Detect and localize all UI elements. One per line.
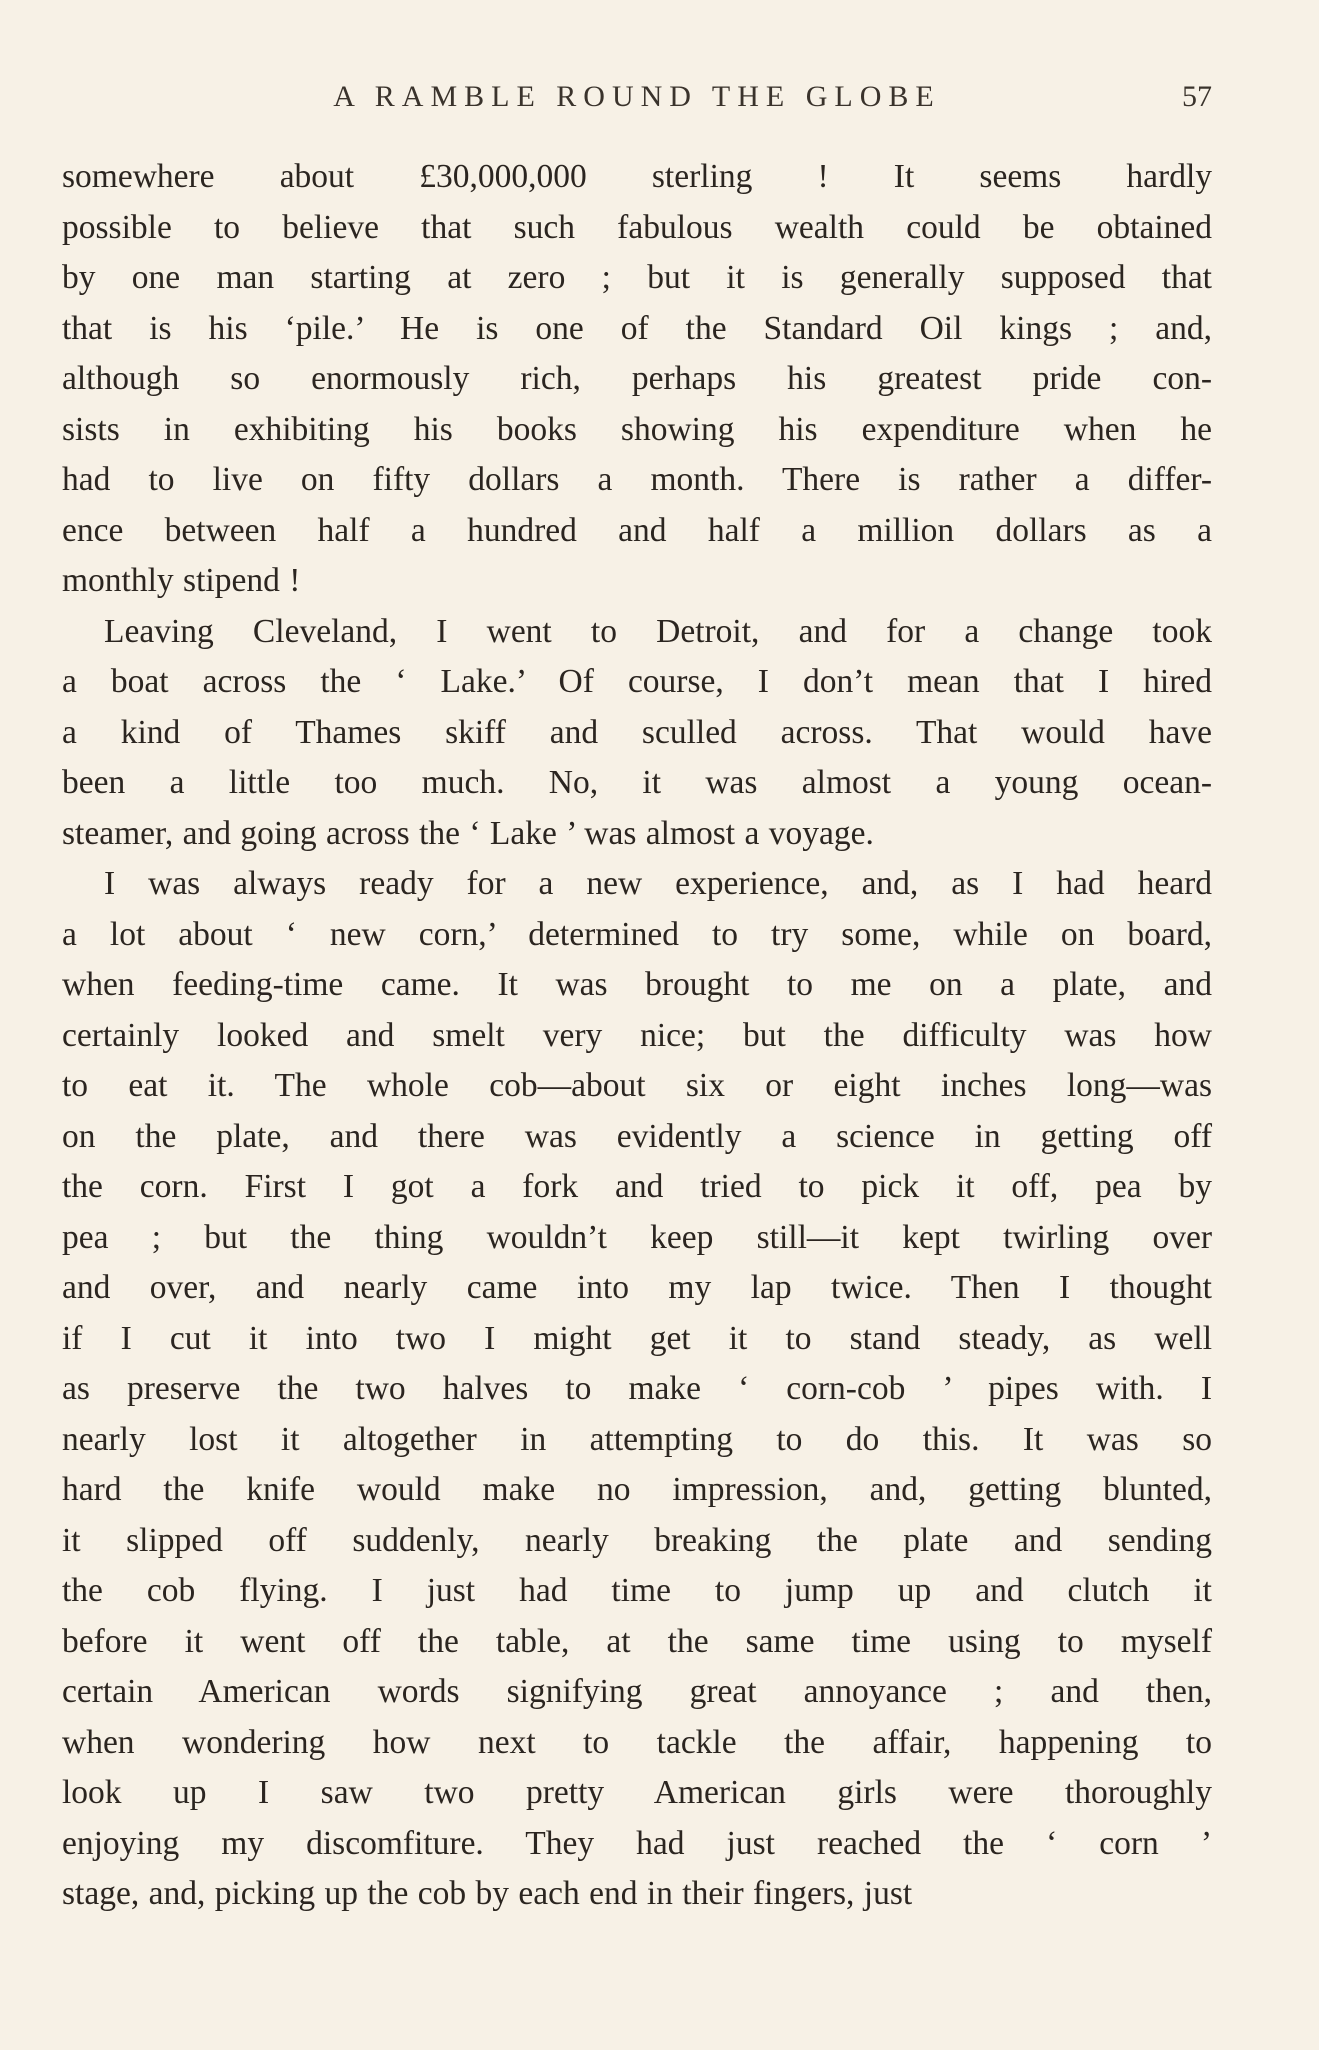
text-line: certainly looked and smelt very nice; but the difficulty was how bbox=[62, 1016, 1212, 1054]
text-line: hard the knife would make no impression, and, getting blunted, bbox=[62, 1471, 1212, 1508]
text-line: a lot about ‘ new corn,’ determined to try some, while on board, bbox=[62, 915, 1212, 953]
running-title: A RAMBLE ROUND THE GLOBE bbox=[333, 80, 941, 113]
text-line: that is his ‘pile.’ He is one of the Standard Oil kings ; and, bbox=[62, 309, 1212, 347]
text-line: somewhere about £30,000,000 sterling ! It seems hardly bbox=[62, 158, 1212, 195]
text-line: when wondering how next to tackle the affair, happening to bbox=[62, 1723, 1212, 1761]
text-line: the cob flying. I just had time to jump up and clutch it bbox=[62, 1572, 1212, 1609]
text-line: as preserve the two halves to make ‘ corn-cob ’ pipes with. I bbox=[62, 1370, 1212, 1407]
body-text bbox=[62, 152, 1212, 1920]
text-line: been a little too much. No, it was almost a young ocean- bbox=[62, 764, 1212, 801]
text-line: a kind of Thames skiff and sculled across. That would have bbox=[62, 713, 1212, 751]
text-line: possible to believe that such fabulous wealth could be obtained bbox=[62, 208, 1212, 246]
text-line: to eat it. The whole cob—about six or eight inches long—was bbox=[62, 1067, 1212, 1104]
text-line: I was always ready for a new experience, and, as I had heard bbox=[104, 865, 1212, 902]
text-line: sists in exhibiting his books showing his expenditure when he bbox=[62, 410, 1212, 448]
text-line: it slipped off suddenly, nearly breaking the plate and sending bbox=[62, 1521, 1212, 1559]
text-line: Leaving Cleveland, I went to Detroit, and for a change took bbox=[104, 612, 1212, 650]
text-line: if I cut it into two I might get it to stand steady, as well bbox=[62, 1319, 1212, 1357]
running-head bbox=[62, 80, 1212, 120]
text-line: the corn. First I got a fork and tried to pick it off, pea by bbox=[62, 1168, 1212, 1205]
text-line: although so enormously rich, perhaps his greatest pride con- bbox=[62, 360, 1212, 397]
text-line: stage, and, picking up the cob by each end in their fingers, just bbox=[62, 1875, 913, 1912]
text-line: and over, and nearly came into my lap twice. Then I thought bbox=[62, 1269, 1212, 1306]
text-line: pea ; but the thing wouldn’t keep still—it kept twirling over bbox=[62, 1218, 1212, 1256]
text-line: look up I saw two pretty American girls were thoroughly bbox=[62, 1774, 1212, 1811]
text-line: ence between half a hundred and half a million dollars as a bbox=[62, 511, 1212, 549]
text-line: a boat across the ‘ Lake.’ Of course, I don’t mean that I hired bbox=[62, 663, 1212, 700]
text-line: enjoying my discomfiture. They had just reached the ‘ corn ’ bbox=[62, 1824, 1212, 1862]
text-line: had to live on fifty dollars a month. There is rather a differ- bbox=[62, 461, 1212, 498]
text-line: certain American words signifying great annoyance ; and then, bbox=[62, 1673, 1212, 1710]
page-number: 57 bbox=[1182, 80, 1212, 113]
text-line: nearly lost it altogether in attempting to do this. It was so bbox=[62, 1420, 1212, 1458]
text-line: on the plate, and there was evidently a science in getting off bbox=[62, 1117, 1212, 1155]
text-line: when feeding-time came. It was brought to me on a plate, and bbox=[62, 966, 1212, 1003]
text-line: monthly stipend ! bbox=[62, 562, 301, 599]
text-line: steamer, and going across the ‘ Lake ’ was almost a voyage. bbox=[62, 814, 874, 852]
text-line: before it went off the table, at the same time using to myself bbox=[62, 1622, 1212, 1660]
text-line: by one man starting at zero ; but it is generally supposed that bbox=[62, 259, 1212, 296]
